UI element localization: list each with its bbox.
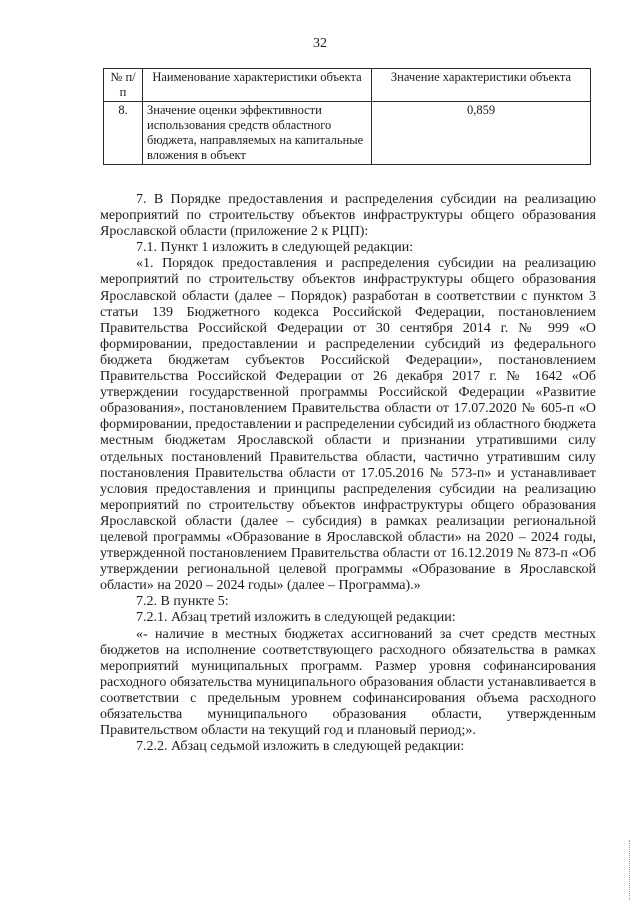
scan-edge-mark	[626, 840, 630, 900]
row-number: 8.	[104, 102, 143, 165]
row-characteristic-value: 0,859	[372, 102, 591, 165]
paragraph-quoted-clause: «- наличие в местных бюджетах ассигнований за счет средств местных бюджетов на исполнение соответствующего расходного обязательства в рамках мероприятий муниципальных программ. Размер уровня софинансирования расходного обязательства муниципального образования области устанавливается в соответствии с предельным уровнем софинансирования объема расходного обязательства муниципального образования области, утвержденным Правительством области на текущий год и плановый период;».	[100, 626, 596, 739]
table-header-row	[104, 69, 591, 102]
characteristics-table	[103, 68, 591, 165]
paragraph-7-2-1: 7.2.1. Абзац третий изложить в следующей редакции:	[136, 610, 456, 626]
header-characteristic-value: Значение характеристики объекта	[372, 69, 591, 102]
table-row	[104, 102, 591, 165]
paragraph-7-2: 7.2. В пункте 5:	[136, 594, 229, 610]
page-number: 32	[313, 36, 327, 51]
document-body	[100, 192, 596, 755]
paragraph-section-7: 7. В Порядке предоставления и распределения субсидии на реализацию мероприятий по строительству объектов инфраструктуры общего образования Ярославской области (приложение 2 к РЦП):	[100, 192, 596, 240]
paragraph-7-1: 7.1. Пункт 1 изложить в следующей редакции:	[136, 240, 414, 256]
header-number: № п/п	[104, 69, 143, 102]
paragraph-7-2-2: 7.2.2. Абзац седьмой изложить в следующей редакции:	[136, 739, 465, 755]
paragraph-quoted-point-1: «1. Порядок предоставления и распределения субсидии на реализацию мероприятий по строительству объектов инфраструктуры общего образования Ярославской области (далее – Порядок) разработан в соответствии с пунктом 3 статьи 139 Бюджетного кодекса Российской Федерации, постановлением Правительства Российской Федерации от 30 сентября 2014 г. № 999 «О формировании, предоставлении и распределении субсидий из федерального бюджета бюджетам субъектов Российской Федерации», постановлением Правительства Российской Федерации от 26 декабря 2017 г. № 1642 «Об утверждении государственной программы Российской Федерации «Развитие образования», постановлением Правительства области от 17.07.2020 № 605-п «О формировании, предоставлении и распределении субсидий из областного бюджета местным бюджетам Ярославской области и признании утратившими силу отдельных постановлений Правительства области, частично утратившим силу постановления Правительства области от 17.05.2016 № 573-п» и устанавливает условия предоставления и принципы распределения субсидии на реализацию мероприятий по строительству объектов инфраструктуры общего образования Ярославской области (далее – субсидия) в рамках реализации региональной целевой программы «Образование в Ярославской области» на 2020 – 2024 годы, утвержденной постановлением Правительства области от 16.12.2019 № 873-п «Об утверждении региональной целевой программы «Образование в Ярославской области» на 2020 – 2024 годы» (далее – Программа).»	[100, 256, 596, 594]
header-characteristic-name: Наименование характеристики объекта	[143, 69, 372, 102]
row-characteristic-name: Значение оценки эффективности использования средств областного бюджета, направляемых на капитальные вложения в объект	[143, 102, 372, 165]
